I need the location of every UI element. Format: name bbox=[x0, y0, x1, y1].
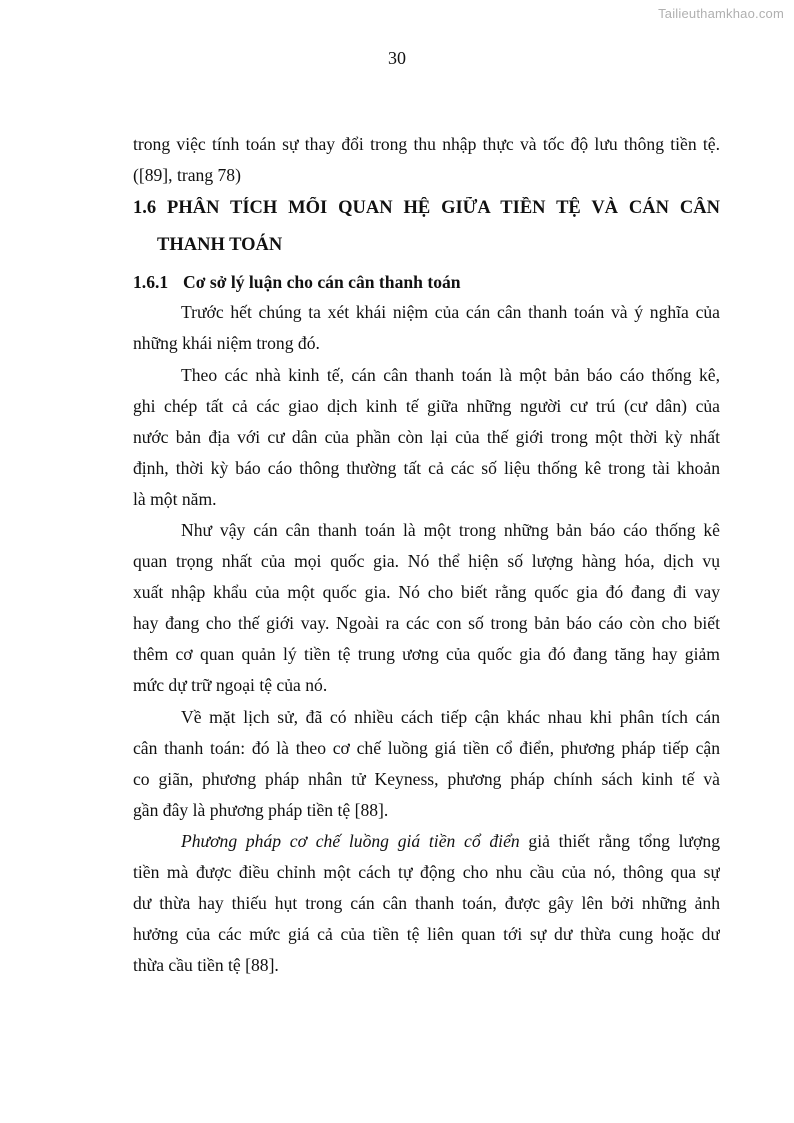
paragraph-line: co giãn, phương pháp nhân tử Keyness, phương pháp chính sách kinh tế và bbox=[133, 769, 720, 789]
paragraph-line: Như vậy cán cân thanh toán là một trong những bản báo cáo thống kê bbox=[181, 520, 720, 540]
subsection-number: 1.6.1 bbox=[133, 272, 169, 292]
paragraph-line: dư thừa hay thiếu hụt trong cán cân thanh toán, được gây lên bởi những ảnh bbox=[133, 893, 720, 913]
italic-term: Phương pháp cơ chế luồng giá tiền cổ điển bbox=[181, 831, 520, 851]
paragraph-line: là một năm. bbox=[133, 489, 217, 509]
paragraph-line: ghi chép tất cả các giao dịch kinh tế giữa những người cư trú (cư dân) của bbox=[133, 396, 720, 416]
paragraph-line-lead bbox=[181, 830, 720, 852]
paragraph-line: Trước hết chúng ta xét khái niệm của cán cân thanh toán và ý nghĩa của bbox=[181, 302, 720, 322]
section-heading: 1.6 PHÂN TÍCH MỐI QUAN HỆ GIỮA TIỀN TỆ VÀ CÁN CÂN bbox=[133, 198, 720, 218]
paragraph-line: cân thanh toán: đó là theo cơ chế luồng giá tiền cổ điển, phương pháp tiếp cận bbox=[133, 738, 720, 758]
paragraph-line: quan trọng nhất của mọi quốc gia. Nó thể hiện số lượng hàng hóa, dịch vụ bbox=[133, 551, 720, 571]
page-number: 30 bbox=[388, 48, 406, 68]
watermark: Tailieuthamkhao.com bbox=[658, 6, 784, 21]
paragraph-line: gần đây là phương pháp tiền tệ [88]. bbox=[133, 800, 389, 820]
paragraph-line: mức dự trữ ngoại tệ của nó. bbox=[133, 675, 328, 695]
paragraph-line: thêm cơ quan quản lý tiền tệ trung ương của quốc gia đó đang tăng hay giảm bbox=[133, 644, 720, 664]
paragraph-line: Theo các nhà kinh tế, cán cân thanh toán là một bản báo cáo thống kê, bbox=[181, 365, 720, 385]
paragraph-line: thừa cầu tiền tệ [88]. bbox=[133, 955, 279, 975]
lead-rest: giả thiết rằng tổng lượng bbox=[519, 831, 720, 851]
subsection-heading bbox=[133, 271, 720, 293]
subsection-title: Cơ sở lý luận cho cán cân thanh toán bbox=[183, 272, 461, 292]
paragraph-line: hưởng của các mức giá cả của tiền tệ liên quan tới sự dư thừa cung hoặc dư bbox=[133, 924, 720, 944]
paragraph-line: hay đang cho thế giới vay. Ngoài ra các con số trong bản báo cáo còn cho biết bbox=[133, 613, 720, 633]
paragraph-line: xuất nhập khẩu của một quốc gia. Nó cho biết rằng quốc gia đó đang đi vay bbox=[133, 582, 720, 602]
paragraph-line: tiền mà được điều chỉnh một cách tự động cho nhu cầu của nó, thông qua sự bbox=[133, 862, 720, 882]
paragraph-line: định, thời kỳ báo cáo thông thường tất cả các số liệu thống kê trong tài khoản bbox=[133, 458, 720, 478]
body-line: trong việc tính toán sự thay đổi trong thu nhập thực và tốc độ lưu thông tiền tệ. bbox=[133, 134, 720, 154]
paragraph-line: Về mặt lịch sử, đã có nhiều cách tiếp cận khác nhau khi phân tích cán bbox=[181, 707, 720, 727]
paragraph-line: những khái niệm trong đó. bbox=[133, 333, 320, 353]
paragraph-line: nước bản địa với cư dân của phần còn lại của thế giới trong một thời kỳ nhất bbox=[133, 427, 720, 447]
citation-line: ([89], trang 78) bbox=[133, 165, 241, 185]
section-heading-cont: THANH TOÁN bbox=[157, 235, 283, 255]
